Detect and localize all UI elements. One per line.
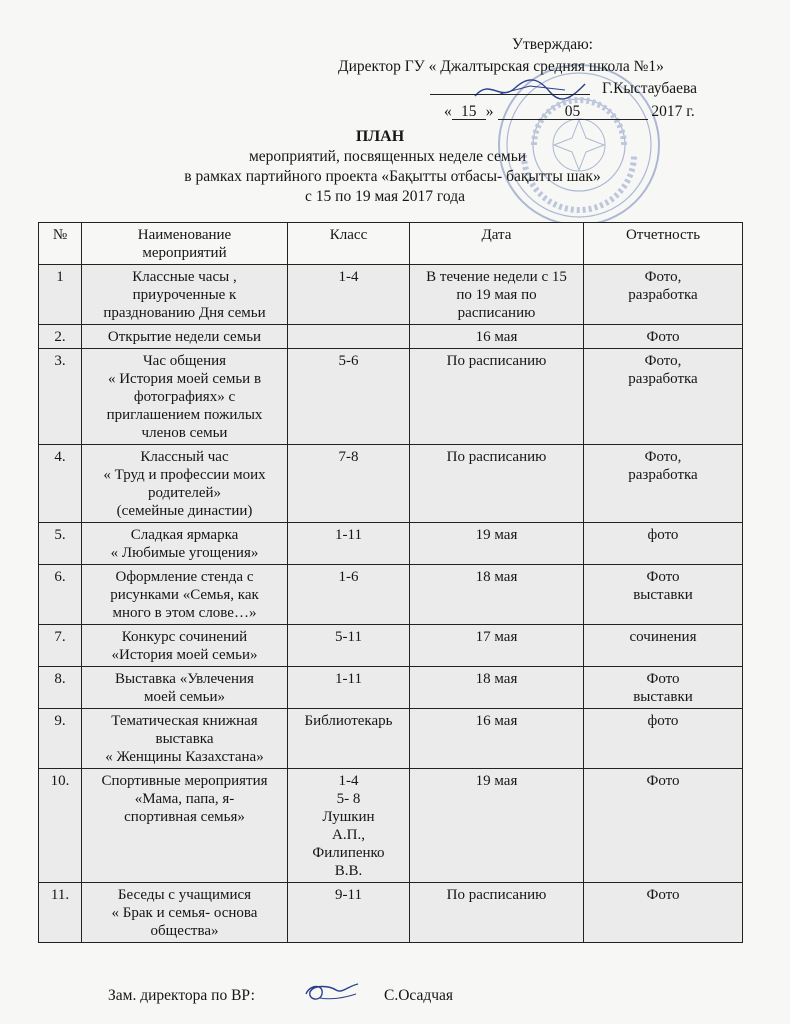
cell-report: Фото [584, 883, 743, 943]
table-row [39, 625, 743, 667]
document-title [0, 127, 790, 207]
cell-class: 1-4 5- 8 Лушкин А.П., Филипенко В.В. [288, 769, 410, 883]
approval-name: Г.Кыстаубаева [602, 80, 697, 97]
cell-report: Фото, разработка [584, 265, 743, 325]
cell-report: сочинения [584, 625, 743, 667]
cell-num: 6. [39, 565, 82, 625]
deputy-signature [300, 980, 362, 1004]
cell-date: 17 мая [410, 625, 584, 667]
approval-date [444, 101, 695, 123]
cell-num: 4. [39, 445, 82, 523]
table-row [39, 769, 743, 883]
date-day: 15 [452, 101, 486, 120]
cell-report: Фото, разработка [584, 349, 743, 445]
cell-report: Фото [584, 325, 743, 349]
plan-subtitle-1: мероприятий, посвященных неделе семьи [248, 148, 527, 165]
cell-date: В течение недели с 15 по 19 мая по расписанию [410, 265, 584, 325]
cell-name: Классные часы , приуроченные к празднованию Дня семьи [82, 265, 288, 325]
cell-class: 5-6 [288, 349, 410, 445]
date-month: 05 [498, 101, 648, 120]
table-row [39, 667, 743, 709]
cell-name: Час общения « История моей семьи в фотографиях» с приглашением пожилых членов семьи [82, 349, 288, 445]
date-open-quote: « [444, 103, 452, 120]
cell-name: Открытие недели семьи [82, 325, 288, 349]
cell-name: Спортивные мероприятия «Мама, папа, я- спортивная семья» [82, 769, 288, 883]
cell-date: 16 мая [410, 325, 584, 349]
cell-num: 9. [39, 709, 82, 769]
cell-report: Фото выставки [584, 565, 743, 625]
cell-report: фото [584, 709, 743, 769]
cell-name: Классный час « Труд и профессии моих родителей» (семейные династии) [82, 445, 288, 523]
cell-date: 18 мая [410, 565, 584, 625]
footer-role: Зам. директора по ВР: [108, 987, 255, 1004]
cell-class: 1-6 [288, 565, 410, 625]
footer-name: С.Осадчая [384, 987, 454, 1004]
cell-name: Конкурс сочинений «История моей семьи» [82, 625, 288, 667]
plan-subtitle-2: в рамках партийного проекта «Бақытты отбасы- бақытты шак» [184, 168, 601, 185]
approval-title: Утверждаю: [512, 36, 593, 53]
cell-class [288, 325, 410, 349]
cell-report: Фото, разработка [584, 445, 743, 523]
cell-name: Оформление стенда с рисунками «Семья, как много в этом слове…» [82, 565, 288, 625]
cell-class: 1-11 [288, 667, 410, 709]
table-row [39, 445, 743, 523]
cell-num: 5. [39, 523, 82, 565]
cell-name: Беседы с учащимися « Брак и семья- основа общества» [82, 883, 288, 943]
date-year: 2017 г. [651, 103, 695, 120]
cell-date: 19 мая [410, 523, 584, 565]
table-row [39, 325, 743, 349]
cell-date: 19 мая [410, 769, 584, 883]
header-name: Наименование мероприятий [82, 223, 288, 265]
cell-num: 7. [39, 625, 82, 667]
cell-num: 2. [39, 325, 82, 349]
table-row [39, 565, 743, 625]
cell-date: По расписанию [410, 445, 584, 523]
cell-name: Тематическая книжная выставка « Женщины Казахстана» [82, 709, 288, 769]
cell-date: 18 мая [410, 667, 584, 709]
date-close-quote: » [485, 103, 494, 120]
signature-line [430, 94, 590, 95]
cell-num: 11. [39, 883, 82, 943]
header-date: Дата [410, 223, 584, 265]
cell-num: 8. [39, 667, 82, 709]
plan-dates: с 15 по 19 мая 2017 года [305, 188, 465, 205]
cell-report: Фото выставки [584, 667, 743, 709]
director-signature [470, 76, 590, 104]
cell-num: 10. [39, 769, 82, 883]
table-header-row [39, 223, 743, 265]
header-class: Класс [288, 223, 410, 265]
table-row [39, 523, 743, 565]
cell-class: 9-11 [288, 883, 410, 943]
cell-report: Фото [584, 769, 743, 883]
table-row [39, 349, 743, 445]
table-row [39, 709, 743, 769]
cell-class: 7-8 [288, 445, 410, 523]
header-report: Отчетность [584, 223, 743, 265]
cell-name: Выставка «Увлечения моей семьи» [82, 667, 288, 709]
cell-class: 1-11 [288, 523, 410, 565]
approval-director: Директор ГУ « Джалтырская средняя школа №1» [338, 58, 664, 75]
plan-heading: ПЛАН [355, 128, 405, 145]
cell-date: По расписанию [410, 349, 584, 445]
cell-report: фото [584, 523, 743, 565]
cell-name: Сладкая ярмарка « Любимые угощения» [82, 523, 288, 565]
events-table [38, 222, 743, 943]
cell-date: По расписанию [410, 883, 584, 943]
table-row [39, 265, 743, 325]
cell-num: 1 [39, 265, 82, 325]
cell-num: 3. [39, 349, 82, 445]
cell-class: Библиотекарь [288, 709, 410, 769]
cell-class: 1-4 [288, 265, 410, 325]
header-num: № [39, 223, 82, 265]
cell-date: 16 мая [410, 709, 584, 769]
cell-class: 5-11 [288, 625, 410, 667]
table-row [39, 883, 743, 943]
